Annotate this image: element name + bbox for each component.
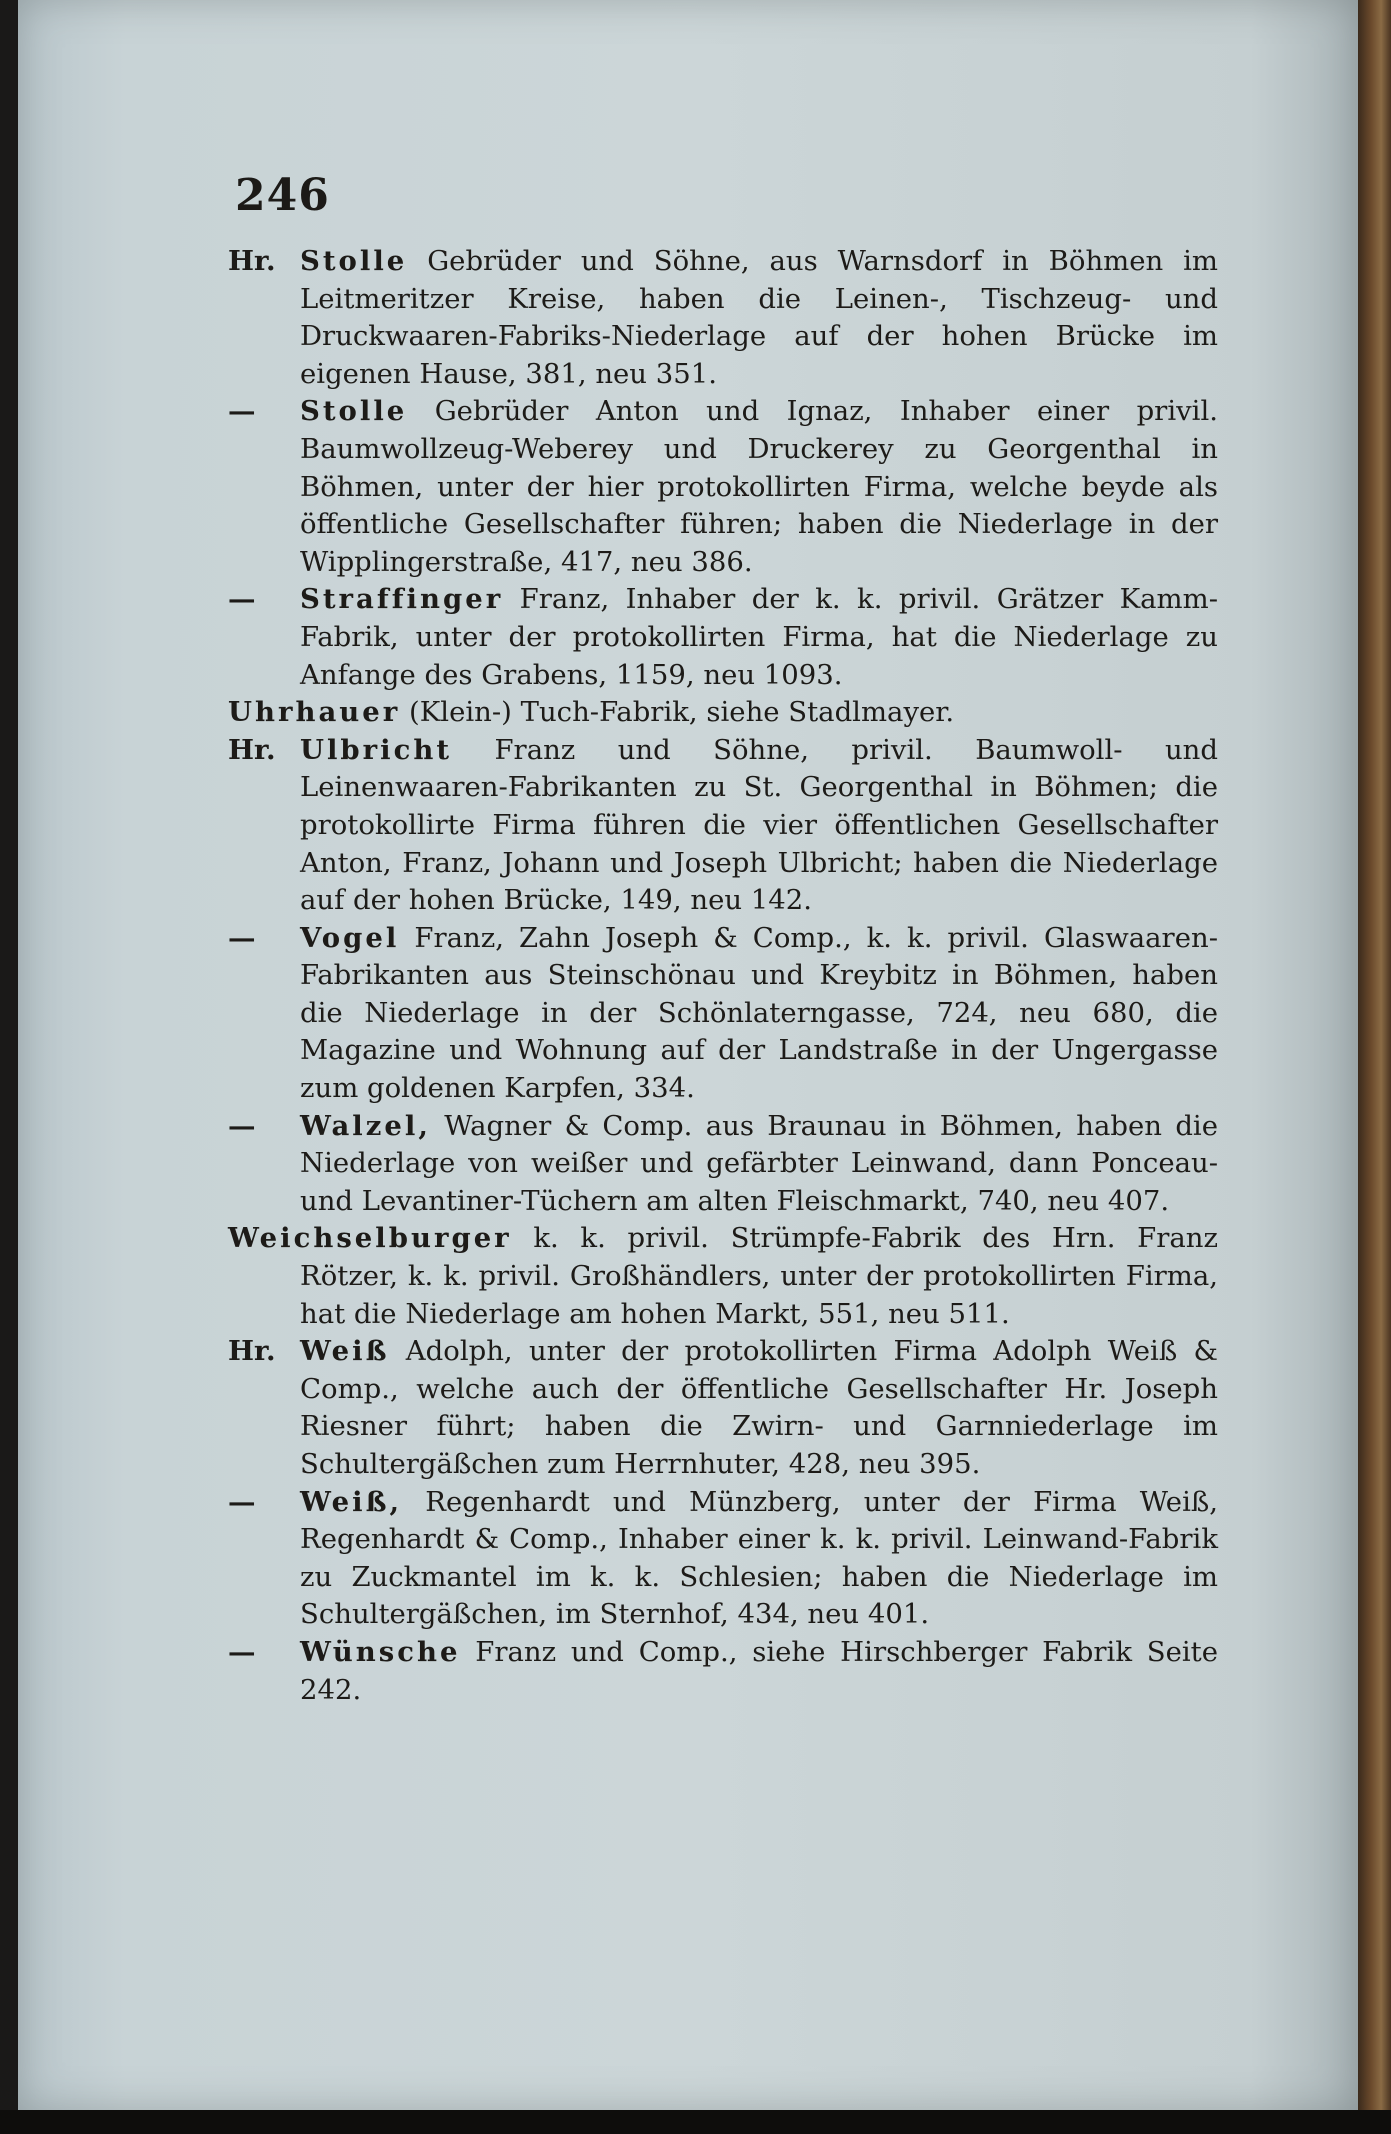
entry-text: (Klein-) Tuch-Fabrik, siehe Stadlmayer. xyxy=(409,696,955,729)
entry-marker: — xyxy=(228,1635,256,1668)
entry-text: Gebrüder Anton und Ignaz, Inhaber einer privil. Baumwollzeug-Weberey und Druckerey zu Georgenthal in Böhmen, unter der hier protokollirten Firma, welche beyde als öffentliche Gesellschafter führen; haben die Niederlage in der Wipplingerstraße, 417, neu 386. xyxy=(300,395,1218,578)
book-edge xyxy=(1358,0,1391,2134)
entry-marker: — xyxy=(228,395,256,428)
entry-marker: Hr. xyxy=(228,245,276,277)
entry-weichselburger xyxy=(228,1220,1218,1333)
entry-uhrhauer xyxy=(228,694,1218,732)
entry-name: Ulbricht xyxy=(300,733,453,766)
entry-text: Adolph, unter der protokollirten Firma Adolph Weiß & Comp., welche auch der öffentliche Gesellschafter Hr. Joseph Riesner führt; haben die Zwirn- und Garnniederlage im Schultergäßchen zum Herrnhuter, 428, neu 395. xyxy=(300,1335,1218,1480)
entry-text: Franz und Söhne, privil. Baumwoll- und Leinenwaaren-Fabrikanten zu St. Georgenthal in Böhmen; die protokollirte Firma führen die vier öffentlichen Gesellschafter Anton, Franz, Johann und Joseph Ulbricht; haben die Niederlage auf der hohen Brücke, 149, neu 142. xyxy=(300,733,1218,917)
entry-vogel xyxy=(228,920,1218,1108)
entry-text: Franz, Zahn Joseph & Comp., k. k. privil. Glaswaaren-Fabrikanten aus Steinschönau und Kreybitz in Böhmen, haben die Niederlage in der Schönlaterngasse, 724, neu 680, die Magazine und Wohnung auf der Landstraße in der Ungergasse zum goldenen Karpfen, 334. xyxy=(300,921,1218,1105)
entry-name: Weiß xyxy=(300,1335,390,1368)
entry-walzel xyxy=(228,1108,1218,1221)
entry-name: Uhrhauer xyxy=(228,696,401,729)
entry-text: Franz, Inhaber der k. k. privil. Grätzer Kamm-Fabrik, unter der protokollirten Firma, hat die Niederlage zu Anfange des Grabens, 1159, neu 1093. xyxy=(300,583,1218,691)
entry-marker: — xyxy=(228,921,256,954)
entry-marker: — xyxy=(228,1485,256,1518)
entry-ulbricht xyxy=(228,732,1218,920)
entry-name: Stolle xyxy=(300,245,408,277)
entry-text: Franz und Comp., siehe Hirschberger Fabrik Seite 242. xyxy=(300,1635,1218,1706)
entry-name: Vogel xyxy=(300,921,400,954)
entry-marker: Hr. xyxy=(228,1335,276,1368)
entry-marker: — xyxy=(228,1109,256,1142)
entry-name: Weiß, xyxy=(300,1485,403,1518)
entry-wuensche xyxy=(228,1634,1218,1709)
entry-weiss-adolph xyxy=(228,1333,1218,1483)
entry-name: Wünsche xyxy=(300,1635,461,1668)
entry-straffinger xyxy=(228,581,1218,694)
entry-stolle-sons xyxy=(228,243,1218,393)
entry-weiss-regenhardt xyxy=(228,1484,1218,1634)
entry-text: Regenhardt und Münzberg, unter der Firma Weiß, Regenhardt & Comp., Inhaber einer k. k. privil. Leinwand-Fabrik zu Zuckmantel im k. k. Schlesien; haben die Niederlage im Schultergäßchen, im Sternhof, 434, neu 401. xyxy=(300,1485,1218,1631)
entry-name: Weichselburger xyxy=(228,1222,512,1255)
entry-name: Stolle xyxy=(300,395,408,428)
entry-text: k. k. privil. Strümpfe-Fabrik des Hrn. Franz Rötzer, k. k. privil. Großhändlers, unter der protokollirten Firma, hat die Niederlage am hohen Markt, 551, neu 511. xyxy=(300,1222,1218,1330)
entry-stolle-anton-ignaz xyxy=(228,393,1218,581)
entry-name: Straffinger xyxy=(300,583,504,616)
page-number: 246 xyxy=(235,170,330,221)
entry-name: Walzel, xyxy=(300,1109,431,1142)
directory-entries xyxy=(228,243,1218,1709)
entry-text: Gebrüder und Söhne, aus Warnsdorf in Böhmen im Leitmeritzer Kreise, haben die Leinen-, Tischzeug- und Druckwaaren-Fabriks-Niederlage auf der hohen Brücke im eigenen Hause, 381, neu 351. xyxy=(300,245,1218,390)
entry-marker: — xyxy=(228,583,256,616)
entry-marker: Hr. xyxy=(228,733,276,766)
entry-text: Wagner & Comp. aus Braunau in Böhmen, haben die Niederlage von weißer und gefärbter Leinwand, dann Ponceau- und Levantiner-Tüchern am alten Fleischmarkt, 740, neu 407. xyxy=(300,1109,1218,1217)
scan-border xyxy=(0,2110,1391,2134)
